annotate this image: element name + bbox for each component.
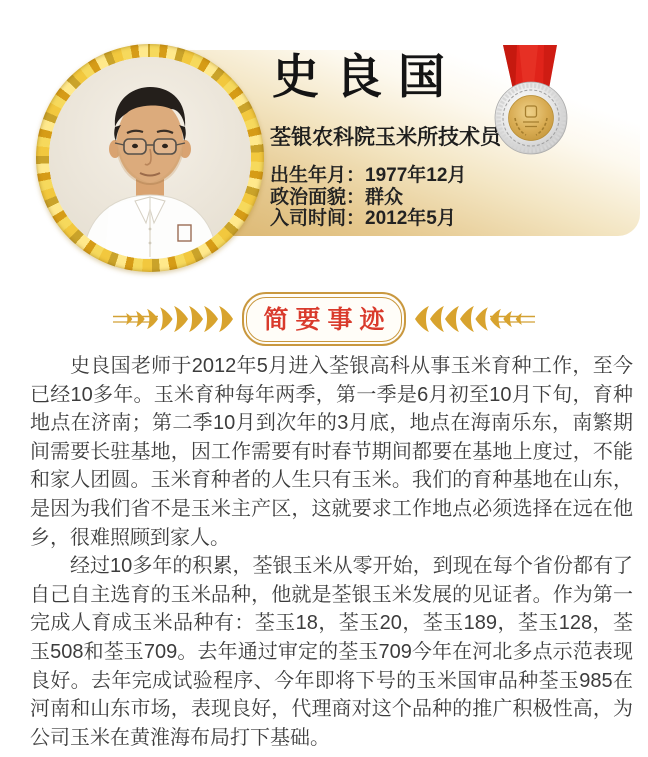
info-political-status: 政治面貌：群众 <box>270 186 404 208</box>
medal-icon <box>486 42 576 157</box>
person-job-title: 荃银农科院玉米所技术员 <box>270 126 501 149</box>
biography-paragraph-1: 史良国老师于2012年5月进入荃银高科从事玉米育种工作，至今已经10多年。玉米育种每年两季，第一季是6月初至10月下旬，育种地点在济南；第二季10月到次年的3月底，地点在海南乐东，南繁期间需要长驻基地，因工作需要有时春节期间都要在基地上度过，不能和家人团圆。玉米育种者的人生只有玉米。我们的育种基地在山东，是因为我们省不是玉米主产区，这就要求工作地点必须选择在远在他乡，很难照顾到家人。 <box>30 355 633 549</box>
wheat-ornament-right-icon <box>411 299 536 339</box>
info-join-date: 入司时间：2012年5月 <box>270 208 456 229</box>
person-info-list <box>270 165 466 230</box>
person-avatar-icon <box>49 57 251 259</box>
profile-photo <box>49 57 251 259</box>
info-birth-date: 出生年月：1977年12月 <box>270 165 467 186</box>
section-title-badge <box>242 292 406 346</box>
profile-photo-gold-frame <box>36 44 264 272</box>
person-name: 史良国 <box>272 50 461 105</box>
profile-header <box>0 0 648 296</box>
biography-paragraph-2: 经过10多年的积累，荃银玉米从零开始，到现在每个省份都有了自己自主选育的玉米品种，他就是荃银玉米发展的见证者。作为第一完成人育成玉米品种有：荃玉18，荃玉20，荃玉189，荃玉128，荃玉508和荃玉709。去年通过审定的荃玉709今年在河北多点示范表现良好。去年完成试验程序、今年即将下号的玉米国审品种荃玉985在河南和山东市场，表现良好，代理商对这个品种的推广积极性高，为公司玉米在黄淮海布局打下基础。 <box>30 555 633 749</box>
section-title: 简要事迹 <box>246 297 401 342</box>
biography-article <box>30 352 633 752</box>
wheat-ornament-left-icon <box>112 299 237 339</box>
section-header <box>0 296 648 342</box>
